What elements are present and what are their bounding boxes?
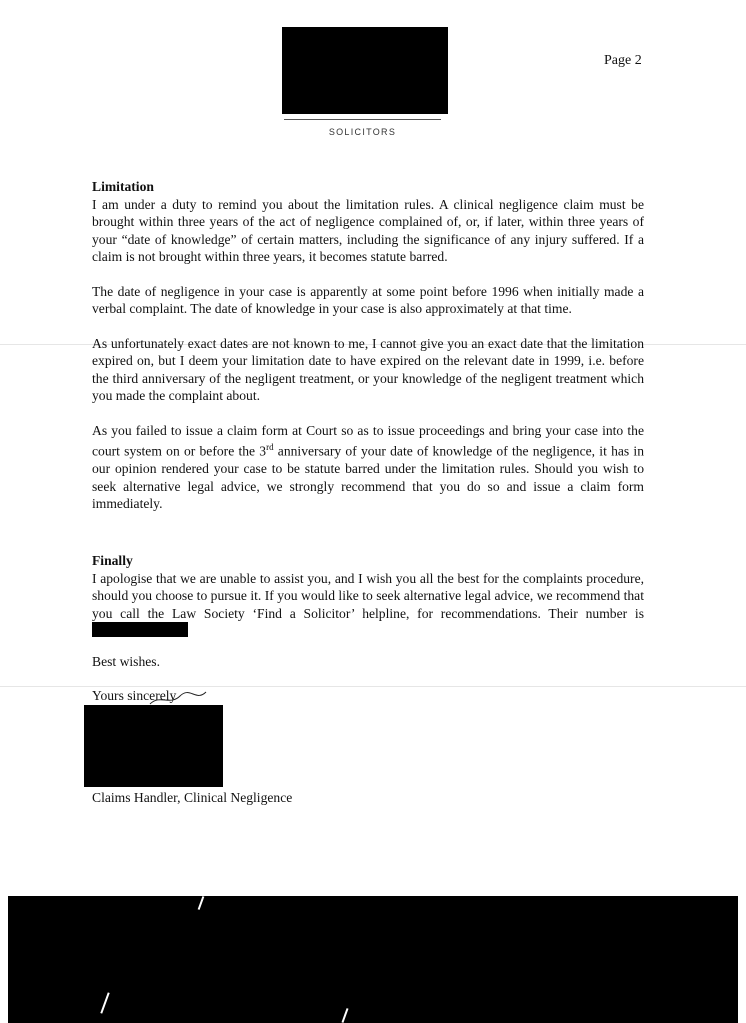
logo-divider [284, 119, 441, 120]
scan-scratch [341, 1008, 348, 1023]
redacted-footer [8, 896, 738, 1023]
scan-scratch [100, 992, 109, 1013]
paragraph [92, 422, 644, 513]
paragraph-text: anniversary of your date of knowledge of the negligence, it has in our opinion rendered your case to be statute barred under the limitation rules. Should you wish to seek alternative legal advice, we strongly recommend that you do so and issue a claim form immediately. [92, 443, 644, 512]
paragraph-text: As you failed to issue a claim form at Court so as to issue proceedings and bring your case into the court system on or before the 3 [92, 422, 644, 459]
paragraph: The date of negligence in your case is apparently at some point before 1996 when initially made a verbal complaint. The date of knowledge in your case is also approximately at that time. [92, 283, 644, 316]
ordinal-suffix: rd [266, 442, 274, 452]
yours-sincerely: Yours sincerely [92, 688, 177, 703]
scan-scratch [198, 896, 205, 910]
paragraph [92, 570, 644, 640]
page-number: Page 2 [604, 53, 642, 68]
fold-line [0, 686, 746, 687]
signature-stroke [148, 690, 208, 706]
firm-subtitle: SOLICITORS [328, 127, 397, 137]
section-heading-finally: Finally [92, 553, 133, 568]
best-wishes: Best wishes. [92, 654, 160, 669]
section-heading-limitation: Limitation [92, 179, 154, 194]
redacted-signature [84, 705, 223, 787]
signatory-title: Claims Handler, Clinical Negligence [92, 790, 293, 805]
finally-section [92, 552, 644, 640]
redacted-logo [282, 27, 448, 114]
paragraph-text: I apologise that we are unable to assist you, and I wish you all the best for the complaints procedure, should you choose to pursue it. If you would like to seek alternative legal advice, we recommend that you call the Law Society ‘Find a Solicitor’ helpline, for recommendations. Their number is [92, 570, 644, 621]
redacted-phone-number [92, 622, 188, 637]
paragraph: I am under a duty to remind you about the limitation rules. A clinical negligence claim must be brought within three years of the act of negligence complained of, or, if later, within three years of your “date of knowledge” of certain matters, including the significance of any injury suffered. If a claim is not brought within three years, it becomes statute barred. [92, 196, 644, 264]
paragraph: As unfortunately exact dates are not known to me, I cannot give you an exact date that the limitation expired on, but I deem your limitation date to have expired on the relevant date in 1999, i.e. before the third anniversary of the negligent treatment, or your knowledge of the negligent treatment which you made the complaint about. [92, 335, 644, 403]
limitation-section [92, 178, 644, 530]
